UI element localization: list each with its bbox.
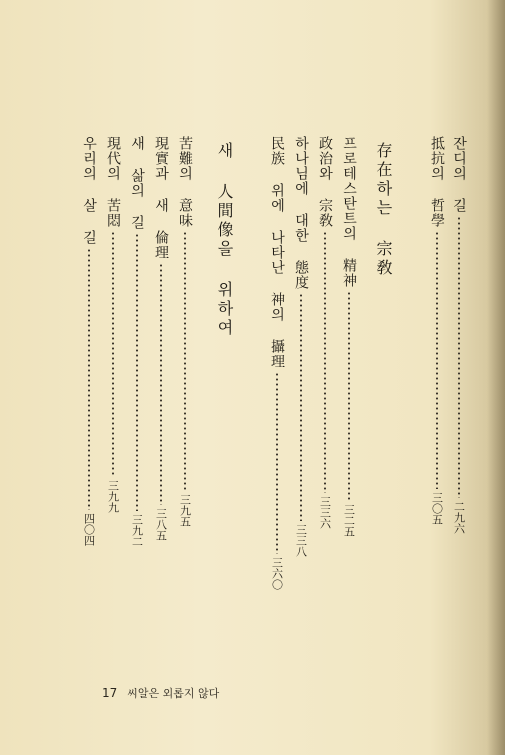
toc-entry-page: 三八五 (154, 508, 168, 541)
toc-entry-page: 三九二 (130, 514, 144, 547)
toc-leader-dots (324, 231, 326, 493)
toc-leader-dots (88, 248, 90, 510)
toc-leader-dots (458, 216, 460, 498)
toc-leader-dots (136, 233, 138, 511)
toc-entry[interactable] (318, 136, 332, 529)
toc-entry[interactable] (130, 136, 144, 547)
toc-entry[interactable] (294, 136, 308, 557)
toc-entry-page: 三三六 (318, 496, 332, 529)
toc-entry-page: 三六〇 (270, 557, 284, 590)
toc-entry-title: 民族 위에 나타난 神의 攝理 (269, 136, 285, 369)
toc-leader-dots (276, 372, 278, 554)
running-title: 씨알은 외롭지 않다 (127, 687, 220, 700)
toc-entry-title: 政治와 宗敎 (317, 136, 333, 228)
toc-entry-page: 三〇五 (430, 492, 444, 525)
toc-entry-page: 四〇四 (82, 513, 96, 546)
toc-leader-dots (348, 291, 350, 501)
page-number: 17 (102, 686, 118, 700)
toc-entry-title: 苦難의 意味 (177, 136, 193, 228)
toc-leader-dots (300, 293, 302, 521)
toc-entry-title: 抵抗의 哲學 (429, 136, 445, 228)
toc-entry-page: 三九九 (106, 480, 120, 513)
toc-entry-title: 잔디의 길 (451, 136, 467, 213)
toc-entry[interactable] (82, 136, 96, 546)
page-edge-shadow (487, 0, 505, 755)
toc-leader-dots (112, 231, 114, 477)
toc-entry-page: 三三八 (294, 524, 308, 557)
toc-entry-title: 우리의 살 길 (81, 136, 97, 245)
toc-entry-title: 하나님에 대한 態度 (293, 136, 309, 290)
toc-entry-title: 現實과 새 倫理 (153, 136, 169, 260)
toc-entry[interactable] (452, 136, 466, 534)
toc-entry[interactable] (178, 136, 192, 527)
toc-leader-dots (160, 263, 162, 505)
page-footer (102, 685, 219, 701)
toc-leader-dots (184, 231, 186, 491)
toc-entry[interactable] (342, 136, 356, 537)
section-heading: 새 人間像을 위하여 (215, 142, 234, 338)
section-heading: 存在하는 宗敎 (374, 142, 393, 278)
toc-entry[interactable] (106, 136, 120, 513)
toc-entry-page: 三二五 (342, 504, 356, 537)
toc-entry[interactable] (154, 136, 168, 541)
toc-entry-title: 現代의 苦悶 (105, 136, 121, 228)
toc-entry-page: 三九五 (178, 494, 192, 527)
toc-entry[interactable] (270, 136, 284, 590)
toc-entry-page: 二九六 (452, 501, 466, 534)
toc-leader-dots (436, 231, 438, 489)
toc-entry-title: 프로테스탄트의 精神 (341, 136, 357, 288)
toc-entry-title: 새 삶의 길 (129, 136, 145, 230)
toc-entry[interactable] (430, 136, 444, 525)
